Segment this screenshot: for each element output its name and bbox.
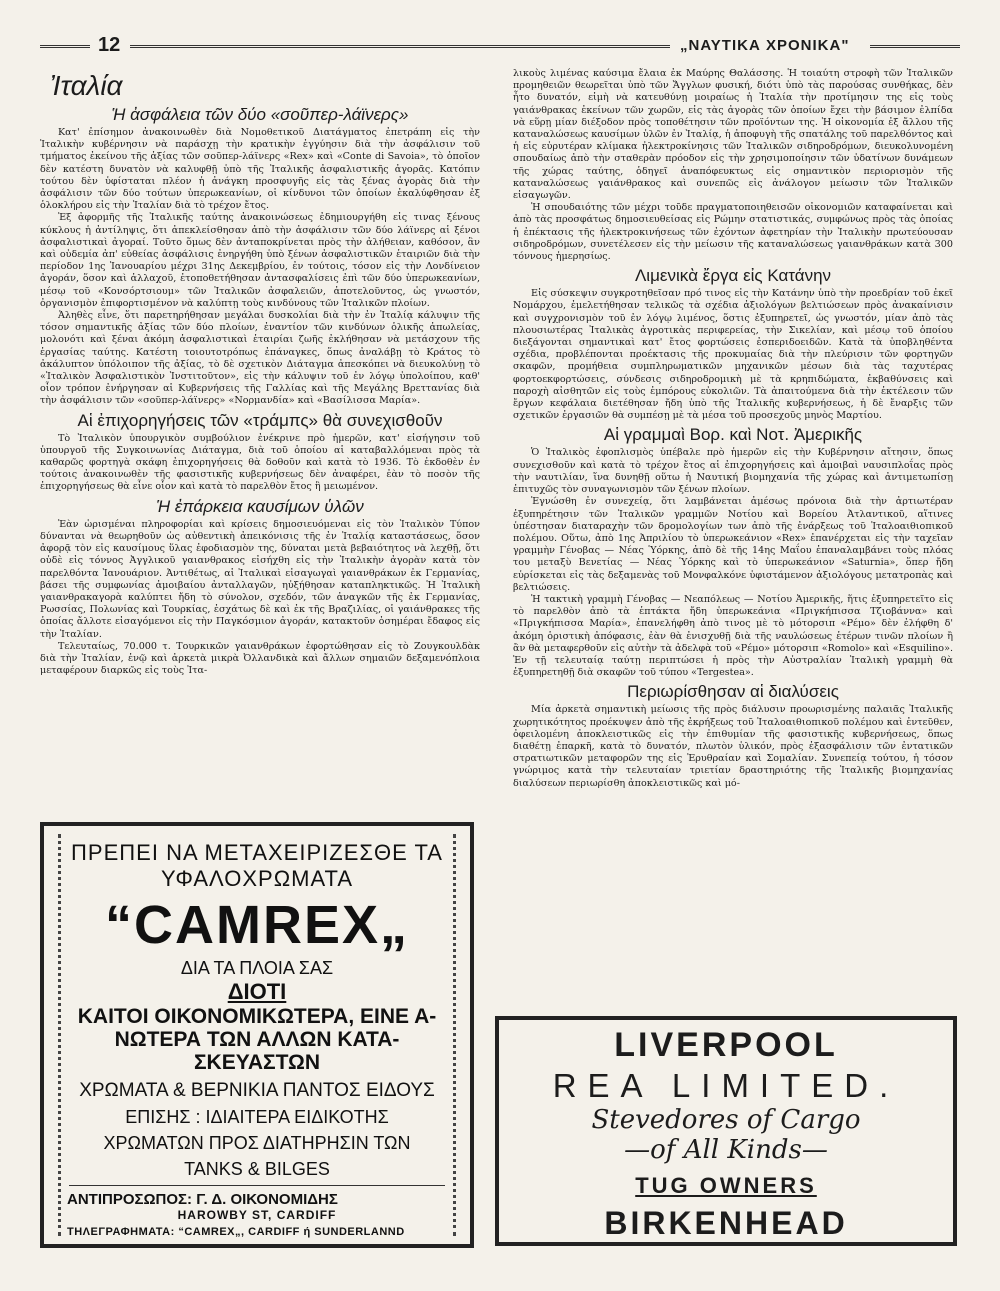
article-heading: Περιωρίσθησαν αἱ διαλύσεις bbox=[627, 682, 839, 702]
article-paragraph: Κατ' ἐπίσημον ἀνακοινωθὲν διὰ Νομοθετικοῦ Διατάγματος ἐπετράπη εἰς τὴν Ἰταλικὴν κυβέρνησιν νὰ παράσχῃ τὴν κρατικὴν ἐγγύησιν διὰ τὴν ἀσφάλισιν τοῦ τμήματος ἐκείνου τῆς ἀξίας τῶν σοῦπερ-λάϊνερς «Rex» καὶ «Conte di Savoia», τὸ ὁποῖον δὲν κατέστη δυνατὸν νὰ καλυφθῇ ὑπὸ τῆς Ἰταλικῆς ἀσφαλιστικῆς ἀγορᾶς. Κατόπιν τούτου δὲν ὑφίσταται πλέον ἡ ἀνάγκη προσφυγῆς εἰς τὰς ξένας ἀγορὰς διὰ τὴν ἀσφάλισιν τῶν δύο τούτων ὑπερωκεανίων, οἱ κίνδυνοι τῶν ὁποίων ἐκαλύφθησαν ἐξ ὁλοκλήρου εἰς τὴν Ἰταλίαν διὰ τὸ τρέχον ἔτος. bbox=[40, 127, 480, 212]
camrex-advertisement bbox=[40, 822, 474, 1248]
article-paragraph: Ἐγνώσθη ἐν συνεχείᾳ, ὅτι λαμβάνεται ἀμέσως πρόνοια διὰ τὴν ἀρτιωτέραν ἐξυπηρέτησιν τῶν Ἰταλικῶν γραμμῶν Νοτίου καὶ Βορείου Ἀτλαντικοῦ, αἵτινες ὑπέστησαν διαταραχὴν τῶν δρομολογίων των ἀπὸ τῆς ἐνάρξεως τοῦ Ἰταλοαιθιοπικοῦ πολέμου. Οὕτω, ἀπὸ 1ης Ἀπριλίου τὸ ὑπερωκεάνιον «Rex» ἐπανέρχεται εἰς τὴν ταχεῖαν γραμμὴν Γένοβας — Νέας Ὑόρκης, ἀπὸ δὲ τῆς 14ης Μαΐου ἐπαναλαμβάνει τοὺς πλόας του μεταξὺ Βενετίας — Νέας Ὑόρκης καὶ τὸ ὑπερωκεάνιον «Saturnia», ὅπερ ἤδη εὑρίσκεται εἰς τὰς δεξαμενὰς τοῦ Μονφαλκόνε ὑφιστάμενον ἀξιολόγους μετατροπὰς καὶ βελτιώσεις. bbox=[513, 496, 953, 593]
article-paragraph: Τελευταίως, 70.000 τ. Τουρκικῶν γαιανθράκων ἐφορτώθησαν εἰς τὸ Ζουγκουλδὰκ διὰ τὴν Ἰταλίαν, ἐνῷ καὶ ἀρκετὰ μικρὰ Ὀλλανδικὰ καὶ ἄλλων σημαιῶν δεξαμενόπλοια μεταφέρουν διαρκῶς εἰς τοὺς Ἰτα- bbox=[40, 640, 480, 677]
article-paragraph: Ὁ Ἰταλικὸς ἐφοπλισμὸς ὑπέβαλε πρὸ ἡμερῶν εἰς τὴν Κυβέρνησιν αἴτησιν, ὅπως συνεχισθοῦν καὶ κατὰ τὸ τρέχον ἔτος αἱ ἐπιχορηγήσεις καὶ ἀμοιβαὶ ναυσιπλοΐας πρὸς τὴν ναυτιλίαν, ἵνα δυνηθῇ οὕτω ἡ Ναυτική βιομηχανία τῆς χώρας καὶ ἀντιμετωπίσῃ ἐπιτυχῶς τὸν συναγωνισμὸν τῶν ξένων πλοίων. bbox=[513, 447, 953, 496]
page-number: 12 bbox=[98, 34, 121, 56]
ad-line: ΑΝΤΙΠΡΟΣΩΠΟΣ: Γ. Δ. ΟΙΚΟΝΟΜΙΔΗΣ bbox=[67, 1191, 338, 1208]
article-heading: Ἡ ἐπάρκεια καυσίμων ὑλῶν bbox=[156, 496, 364, 516]
country-title: Ἰταλία bbox=[50, 70, 123, 101]
rea-limited-advertisement bbox=[495, 1016, 957, 1246]
article-heading: Ἡ ἀσφάλεια τῶν δύο «σοῦπερ-λάϊνερς» bbox=[111, 105, 409, 124]
right-column bbox=[513, 68, 953, 790]
camrex-ad-inner bbox=[58, 834, 456, 1236]
running-title: „ΝΑΥΤΙΚΑ ΧΡΟΝΙΚΑ" bbox=[680, 37, 850, 54]
page-header bbox=[40, 34, 960, 58]
ad-line: ΔΙΟΤΙ bbox=[227, 979, 287, 1004]
ad-line: ΔΙΑ ΤΑ ΠΛΟΙΑ ΣΑΣ bbox=[180, 958, 334, 978]
ad-line: ΚΑΙΤΟΙ ΟΙΚΟΝΟΜΙΚΩΤΕΡΑ, ΕΙΝΕ Α- bbox=[77, 1005, 437, 1028]
article-paragraph: Μία ἀρκετὰ σημαντικὴ μείωσις τῆς πρὸς διάλυσιν προωρισμένης παλαιᾶς Ἰταλικῆς χωρητικότητος προέκυψεν ἀπὸ τῆς ἐκρήξεως τοῦ Ἰταλοαιθιοπικοῦ πολέμου καὶ ἐντεῦθεν, ὀφειλομένη ἀποκλειστικῶς εἰς τὴν ἐπιθυμίαν τῆς φασιστικῆς κυβερνήσεως, ὅπως διαθέτῃ ἐπαρκῆ, κατὰ τὸ δυνατόν, πλωτὸν ὑλικόν, πρὸς ἐξασφάλισιν τῶν ἐντατικῶν στρατιωτικῶν μεταφορῶν της εἰς Ἐρυθραίαν καὶ Σομαλίαν. Συνεπείᾳ τούτου, ἡ τόσον γνώριμος κατὰ τὴν τελευταίαν τριετίαν δραστηριότης τῆς Ἰταλικῆς βιομηχανίας διαλύσεων περιωρίσθη ἀποκλειστικῶς καὶ μό- bbox=[513, 704, 953, 789]
article-heading: Αἱ ἐπιχορηγήσεις τῶν «τράμπς» θὰ συνεχισθοῦν bbox=[77, 410, 443, 430]
article-paragraph: Τὸ Ἰταλικὸν ὑπουργικὸν συμβούλιον ἐνέκρινε πρὸ ἡμερῶν, κατ' εἰσήγησιν τοῦ ὑπουργοῦ τῆς Συγκοινωνίας Διάταγμα, διὰ τοῦ ὁποίου αἱ καταβαλλόμεναι πρὸς τὰ καθαρῶς φορτηγὰ σκάφη ἐπιχορηγήσεις θὰ δοθοῦν καὶ κατὰ τὸ 1936. Τὸ ἐκδοθὲν ἐν τούτοις ἀνακοινωθὲν τῆς φασιστικῆς κυβερνήσεως δὲν ἀναφέρει, ἐὰν τὸ ποσὸν τῆς ἐπιχορηγήσεως θὰ εἶνε οἷον καὶ κατὰ τὸ παρελθὸν ἔτος ἢ μειωμένον. bbox=[40, 432, 480, 493]
article-paragraph: λικοὺς λιμένας καύσιμα ἔλαια ἐκ Μαύρης Θαλάσσης. Ἡ τοιαύτη στροφὴ τῶν Ἰταλικῶν προμηθειῶν θεωρεῖται ὑπὸ τῶν Ἄγγλων φυσική, διότι ὑπὸ τὰς παρούσας συνθήκας, δὲν ἦτο δυνατόν, εἰμὴ νὰ κατευθύνῃ μοιραίως ἡ Ἰταλία τὴν προτίμησιν της εἰς τοὺς γαιάνθρακας ἐκείνων τῶν χωρῶν, εἰς τὰς ἀγορὰς τῶν ὁποίων ἔχει τὴν βάσιμον ἐλπίδα νὰ εὕρῃ μίαν διέξοδον πρὸς τοποθέτησιν τῶν προϊόντων της. Ἡ οἰκονομία ἐξ ἄλλου τῆς καταναλώσεως καυσίμων ὑλῶν ἐν Ἰταλίᾳ, ἡ ἀποφυγὴ τῆς σπατάλης τοῦ παρελθόντος καὶ ἡ εἰς εὐρυτέραν κλίμακα ἠλεκτροκίνησις τῶν Ἰταλικῶν σιδηροδρόμων, διευκολυνομένη σπουδαίως ἀπὸ τὴν σταθερὰν πρόοδον εἰς τὴν χρησιμοποίησιν τῶν ὑδατίνων δυνάμεων τῆς χώρας ταύτης, ὁδηγεῖ ἀναπόφευκτως εἰς σημαντικὸν περιορισμὸν τῆς καταναλώσεως γαιάνθρακος καὶ συνεπῶς εἰς ἀνάλογον μείωσιν τῶν Ἰταλικῶν εἰσαγωγῶν. bbox=[513, 68, 953, 202]
ad-line: HAROWBY ST, CARDIFF bbox=[177, 1208, 337, 1222]
ad-line: ΤΗΛΕΓΡΑΦΗΜΑΤΑ: “CAMREX„, CARDIFF ή SUNDERLANND bbox=[67, 1226, 405, 1238]
article-heading: Αἱ γραμμαὶ Βορ. καὶ Νοτ. Ἀμερικῆς bbox=[603, 425, 863, 445]
article-paragraph: Ἡ τακτικὴ γραμμὴ Γένοβας — Νεαπόλεως — Νοτίου Ἀμερικῆς, ἥτις ἐξυπηρετεῖτο εἰς τὸ παρελθὸν ἀπὸ τὰ ἑπτάκτα ἤδη ὑπερωκεάνια «Πριγκήπισσα Τζιοβάννα» καὶ «Πριγκήπισσα Μαρία», ἐπανελήφθη ἀπὸ τινος μὲ τὸ μότορσιπ «Ρέμο» δὲν ἐλήφθη δ' ἀκόμη ὁριστικὴ ἀπόφασις, ἐὰν θὰ ἐνισχυθῇ διὰ τῆς ναυλώσεως ἑτέρων τινῶν πλοίων ἢ ἂν θὰ μεταφερθοῦν εἰς αὐτὴν τὰ ἀδελφὰ τοῦ «Ρέμο» μότορσιπ «Romolo» καὶ «Esquilino». Ἐν τῇ τελευταίᾳ ταύτῃ περιπτώσει ἡ πρὸς τὴν Αὐστραλίαν Ἰταλικὴ γραμμὴ θὰ ἐξυπηρετηθῇ διὰ σκαφῶν τοῦ τύπου «Tergestea». bbox=[513, 593, 953, 679]
article-heading: Λιμενικὰ ἔργα εἰς Κατάνην bbox=[634, 266, 832, 286]
article-paragraph: Ἐὰν ὡρισμέναι πληροφορίαι καὶ κρίσεις δημοσιευόμεναι εἰς τὸν Ἰταλικὸν Τύπον δύνανται νὰ θεωρηθοῦν ὡς αὐθεντικὴ ἀπεικόνισις τῆς ἐν Ἰταλίᾳ καταστάσεως, ὅσον ἀφορᾷ τὸν εἰς καυσίμους ὕλας ἐφοδιασμὸν της, δύναται μετὰ βεβαιότητος νὰ λεχθῇ, ὅτι οὐδὲ εἰς τόννος Ἀγγλικοῦ γαιανθρακος εἰσήχθη εἰς τὴν Ἰταλικὴν ἀγορὰν κατὰ τὸν παρελθόντα Ἰανουάριον. Ἀντιθέτως, αἱ Ἰταλικαὶ εἰσαγωγαὶ γαιανθράκων ἐκ Γερμανίας, βάσει τῆς συμφωνίας ἀμοιβαίου ἀνταλλαγῶν, ηὐξήθησαν καταπληκτικῶς. Ἡ Ἰταλικὴ γαιανθρακαγορὰ καλύπτει ἤδη τὸ σύνολον, σχεδόν, τῶν ἀναγκῶν τῆς ἐκ Γερμανίας, Ρωσσίας, Πολωνίας καὶ Τουρκίας, ἐσχάτως δὲ καὶ ἐκ τῆς Βραζιλίας, οἱ γαιάνθρακες τῆς ὁποίας ἄλλοτε εἰσαγόμενοι εἰς τὴν Παγκόσμιον ἀγοράν, κατακτοῦν ὁσημέραι ἔδαφος εἰς τὴν Ἰταλίαν. bbox=[40, 518, 480, 640]
left-column bbox=[40, 68, 480, 677]
ad-line: BIRKENHEAD bbox=[604, 1205, 848, 1241]
article-paragraph: Ἐξ ἀφορμῆς τῆς Ἰταλικῆς ταύτης ἀνακοινώσεως ἐδημιουργήθη εἰς τινας ξένους κύκλους ἡ ἀντίληψις, ὅτι ἀπεκλείσθησαν ἀπὸ τὴν ἀσφάλισιν τῶν δύο λάϊνερς αἱ ξένοι ἀσφαλιστικαὶ ἀγοραί. Τοῦτο ὅμως δὲν ἀνταποκρίνεται πρὸς τὴν ἀλήθειαν, καθόσον, ἂν καὶ οὐδεμία ἀπ' εὐθείας ἀσφάλισις ἐνηργήθη ὑπὸ ξένων ἀσφαλιστικῶν ἑταιριῶν διὰ τὴν περίοδον 1ης Ἰανουαρίου μέχρι 31ης Δεκεμβρίου, ἐν τούτοις, τόσον εἰς τὴν Λονδίνειον ἀγοράν, ὅσον καὶ ἀλλαχοῦ, ἐτοποθετήθησαν ἀντασφαλίσεις ἐπὶ τῶν δύο ὑπερωκεανίων, μέσῳ τοῦ «Κονσόρτσιουμ» τῶν Ἰταλικῶν ἀσφαλειῶν, ἀποτελοῦντος, ὡς γνωστόν, ὀργανισμὸν ἐπιφορτισμένον νὰ καλύπτῃ τοὺς κινδύνους τῶν Ἰταλικῶν πλοίων. bbox=[40, 212, 480, 309]
ad-line: ΝΩΤΕΡΑ ΤΩΝ ΑΛΛΩΝ ΚΑΤΑ- bbox=[114, 1028, 400, 1051]
ad-divider bbox=[69, 1185, 445, 1186]
article-paragraph: Εἰς σύσκεψιν συγκροτηθεῖσαν πρό τινος εἰς τὴν Κατάνην ὑπὸ τὴν προεδρίαν τοῦ ἐκεῖ Νομάρχου, ἐμελετήθησαν τελικῶς τὰ σχέδια ἀξιολόγων βελτιώσεων πρὸς ἀνακαίνισιν καὶ συγχρονισμὸν τοῦ ἐν λόγῳ λιμένος, ὅστις ἐξυπηρετεῖ, ὡς γνωστόν, μίαν ἀπὸ τὰς πλουσιωτέρας Ἰταλικὰς ἀγροτικὰς περιφερείας, τὴν Σικελίαν, καὶ μέσῳ τοῦ ὁποίου διεξάγονται σημαντικαὶ κατ' ἔτος φορτώσεις ἐσπεριδοειδῶν. Κατὰ τὰ ὑποβληθέντα σχέδια, προβλέπονται προέκτασις τῆς προκυμαίας διὰ τὴν πλεύρισιν τῶν φορτηγῶν σκαφῶν, προμήθεια συμπληρωματικῶν μηχανικῶν μέσων διὰ τὰς ταχυτέρας φορτοεκφορτώσεις, σύνδεσις σιδηροδρομικὴ μὲ τὰ κρηπιδώματα, ἐκβαθύνσεις καὶ παροχὴ αἰσθητῶν εἰς τοὺς ἐμπόρους εὐκολιῶν. Τὰ ἀπαιτούμενα διὰ τὴν ἐκτέλεσιν τῶν ἔργων κεφάλαια διετέθησαν ἤδη ὑπὸ τῆς Ἰταλικῆς κυβερνήσεως, ἡ δὲ ἔναρξις τῶν σχετικῶν ἐργασιῶν θὰ συμπέσῃ μὲ τὰ μέσα τοῦ προσεχοῦς μηνὸς Μαρτίου. bbox=[513, 288, 953, 422]
header-rule-left bbox=[40, 45, 90, 48]
article-paragraph: Ἀληθὲς εἶνε, ὅτι παρετηρήθησαν μεγάλαι δυσκολίαι διὰ τὴν ἐν Ἰταλίᾳ κάλυψιν τῆς τόσον σημαντικῆς ἀξίας τῶν δύο πλοίων, ἐναντίον τῶν κινδύνων ὁλικῆς ἀπωλείας, μολονότι καὶ ξέναι ἀκόμη ἀσφαλιστικαὶ ἑταιρίαι ζωῆς ἐκλήθησαν νὰ μετάσχουν τῆς ἐργασίας ταύτης. Κατέστη τοιουτοτρόπως ἐπάναγκες, ὅπως ἀναλάβῃ τὸ Κράτος τὸ ἀκάλυπτον ὑπόλοιπον τῆς ἀξίας, τὸ δὲ σχετικὸν Διάταγμα ἀπεσκόπει νὰ διευκολύνῃ τὸ «Ἰταλικὸν Ἀσφαλιστικὸν Ἰνστιτοῦτον», εἰς τὴν κάλυψιν τοῦ ἐν λόγῳ ὑπολοίπου, καθ' οἷον τρόπον ἐνήργησαν αἱ Κυβερνήσεις τῆς Γαλλίας καὶ τῆς Μεγάλης Βρεττανίας διὰ τὴν ἀσφάλισιν τῶν «σοῦπερ-λάϊνερς» «Νορμανδία» καὶ «Βασίλισσα Μαρία». bbox=[40, 310, 480, 407]
article-paragraph: Ἡ σπουδαιότης τῶν μέχρι τοῦδε πραγματοποιηθεισῶν οἰκονομιῶν καταφαίνεται καὶ ἀπὸ τὰς προσφάτως δημοσιευθείσας εἰς Ρώμην στατιστικάς, συμφώνως πρὸς τὰς ὁποίας ἡ ἐπέκτασις τῆς ἠλεκτροκινήσεως τῶν ἐχόντων ἀφετηρίαν τὴν Ἰταλικὴν πρωτεύουσαν σιδηροδρόμων, συνετέλεσεν εἰς τὴν μείωσιν τῆς καταναλώσεως γαιανθράκων κατὰ 300 τόννους ἡμερησίως. bbox=[513, 202, 953, 263]
ad-line: ΧΡΩΜΑΤΑ & ΒΕΡΝΙΚΙΑ ΠΑΝΤΟΣ ΕΙΔΟΥΣ bbox=[79, 1080, 435, 1101]
ad-line: ΥΦΑΛΟΧΡΩΜΑΤΑ bbox=[160, 866, 354, 891]
ad-line: ΣΚΕΥΑΣΤΩΝ bbox=[193, 1051, 321, 1074]
ad-line: TUG OWNERS bbox=[635, 1173, 817, 1198]
header-rule-right bbox=[870, 45, 960, 48]
ad-line: ΠΡΕΠΕΙ ΝΑ ΜΕΤΑΧΕΙΡΙΖΕΣΘΕ ΤΑ bbox=[71, 840, 443, 865]
ad-brand: REA LIMITED. bbox=[552, 1067, 900, 1104]
ad-line: Stevedores of Cargo bbox=[591, 1105, 861, 1135]
header-rule-middle bbox=[130, 45, 670, 48]
ad-line: ΕΠΙΣΗΣ : ΙΔΙΑΙΤΕΡΑ ΕΙΔΙΚΟΤΗΣ bbox=[125, 1107, 389, 1127]
ad-line: ΧΡΩΜΑΤΩΝ ΠΡΟΣ ΔΙΑΤΗΡΗΣΙΝ ΤΩΝ bbox=[103, 1133, 411, 1153]
ad-line: TANKS & BILGES bbox=[184, 1159, 330, 1179]
ad-line: LIVERPOOL bbox=[614, 1026, 838, 1064]
ad-line: —of All Kinds— bbox=[624, 1135, 828, 1165]
ad-brand: “CAMREX„ bbox=[104, 895, 409, 955]
